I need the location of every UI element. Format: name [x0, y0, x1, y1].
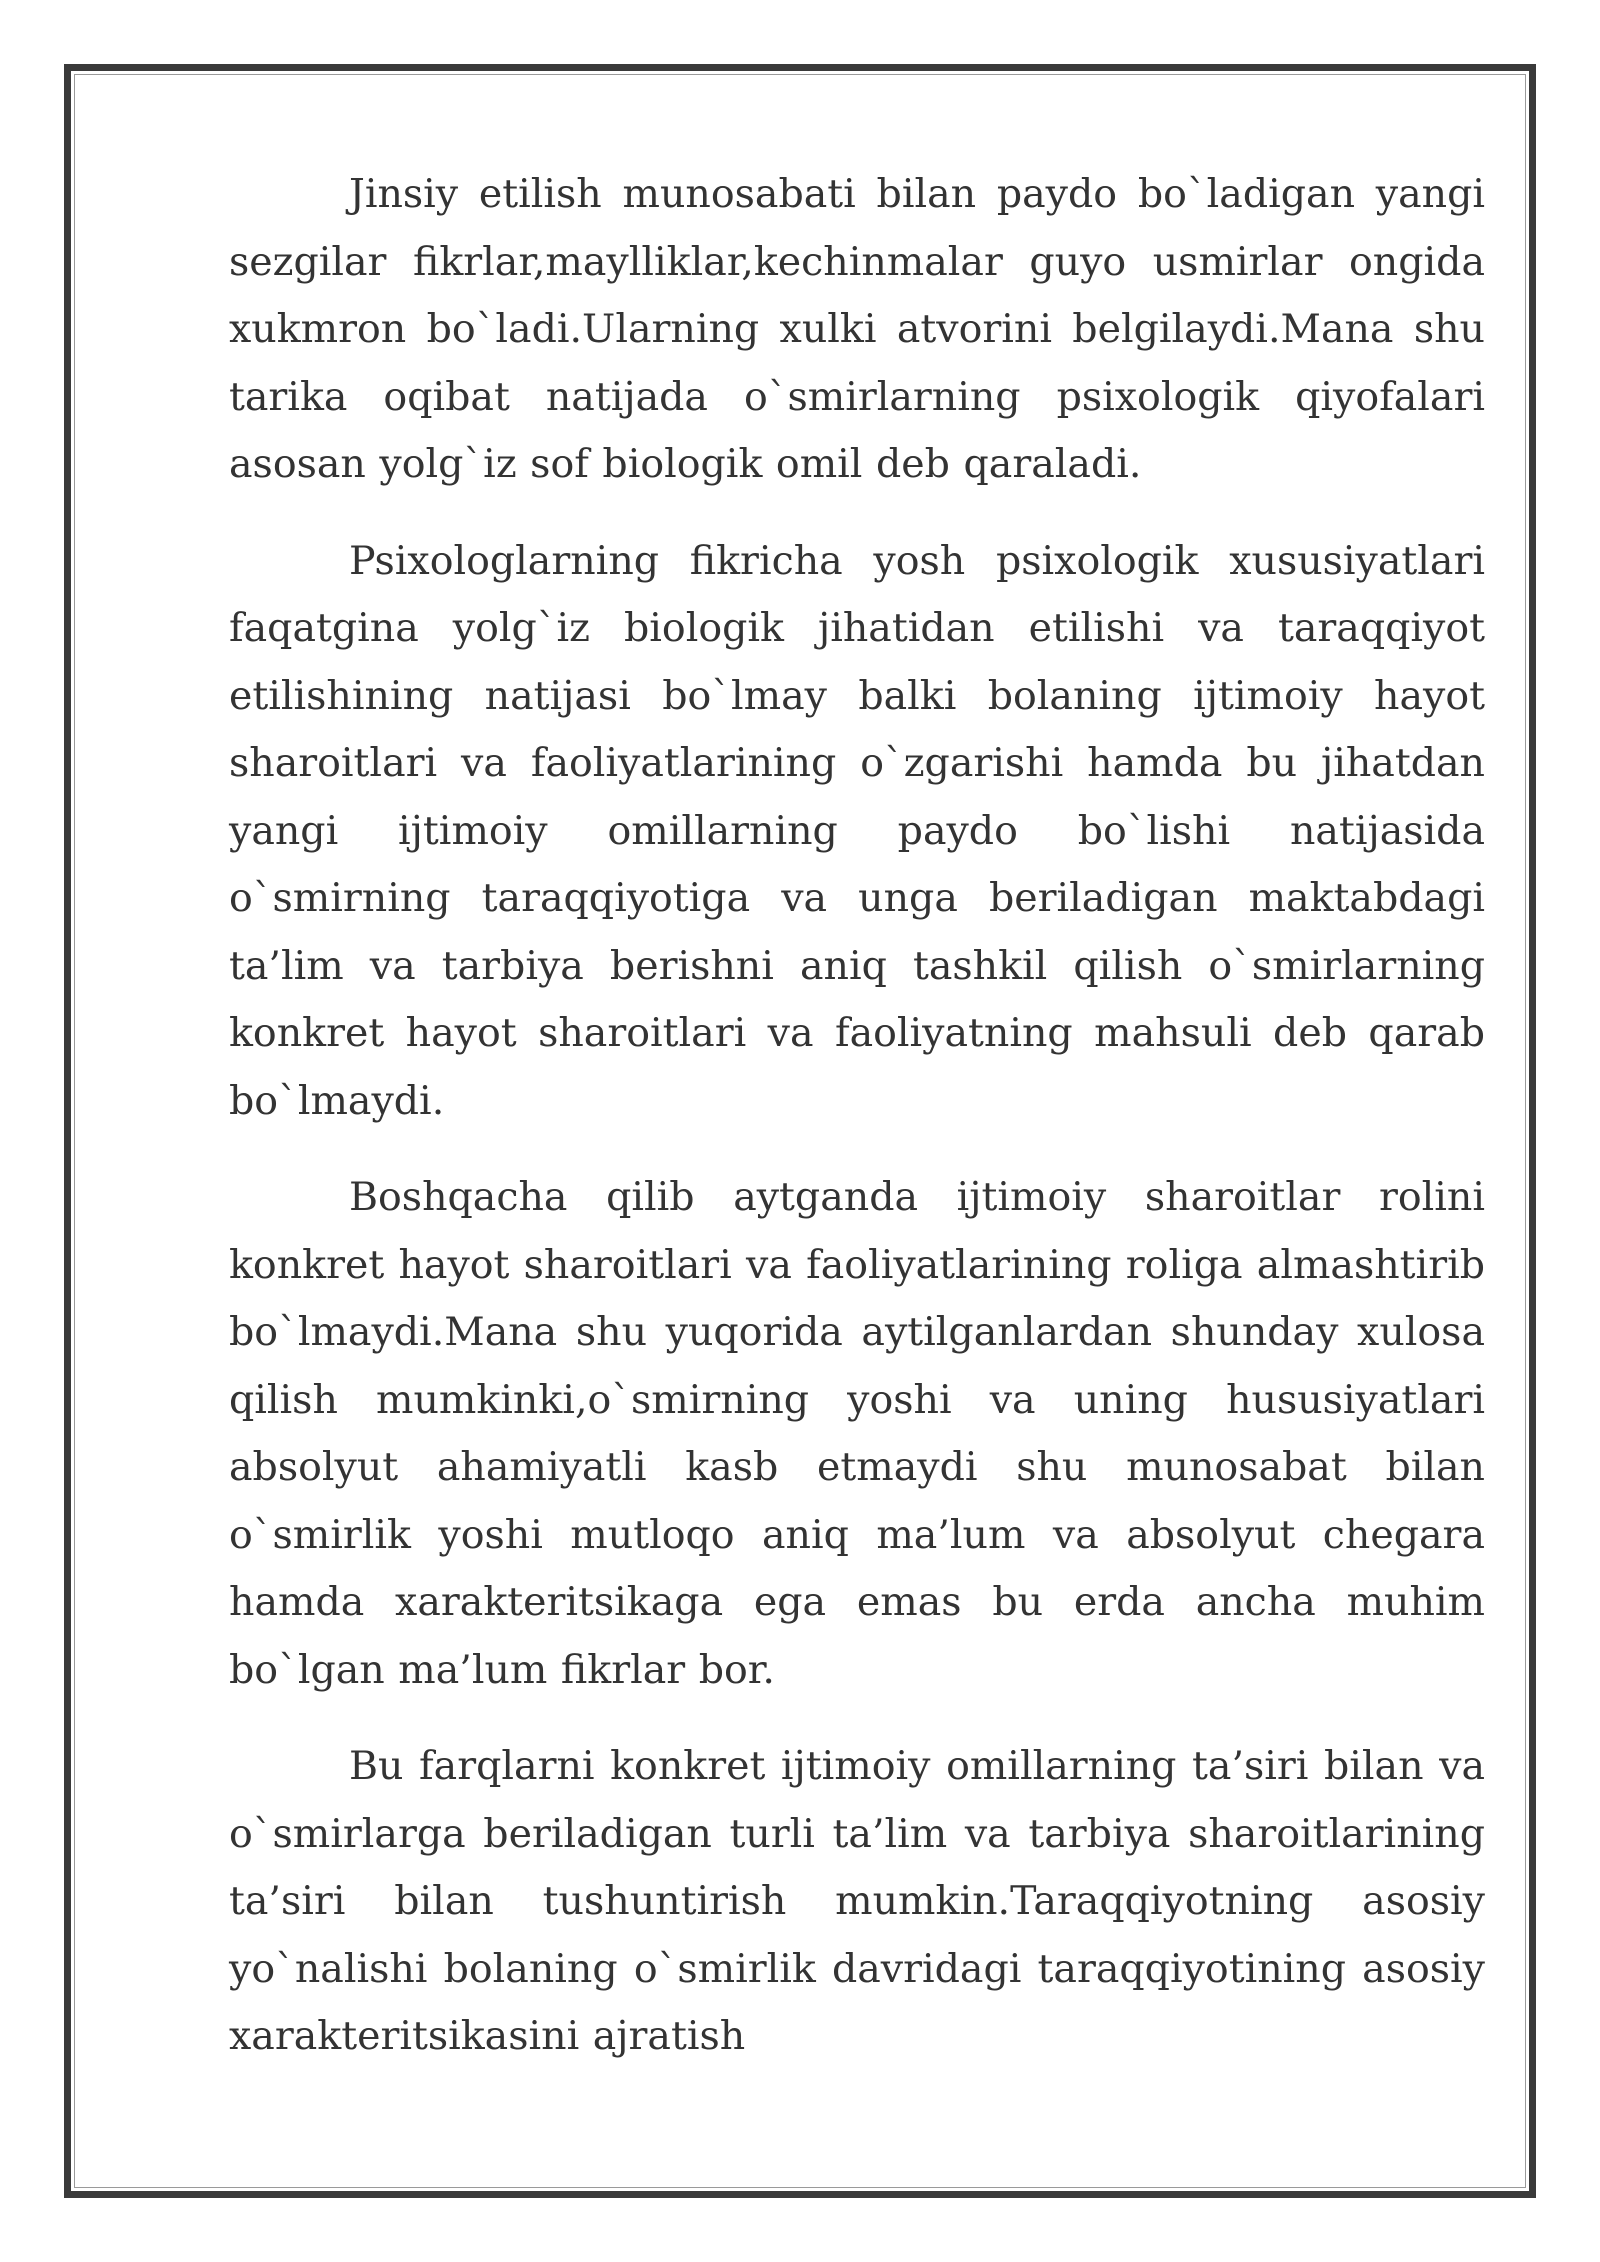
- paragraph-4: Bu farqlarni konkret ijtimoiy omillarning ta’siri bilan va o`smirlarga beriladigan turli ta’lim va tarbiya sharoitlarining ta’siri bilan tushuntirish mumkin.Taraqqiyotning asosiy yo`nalishi bolaning o`smirlik davridagi taraqqiyotining asosiy xarakteritsikasini ajratish: [229, 1743, 1485, 2059]
- document-body: [229, 161, 1485, 2100]
- paragraph-1: Jinsiy etilish munosabati bilan paydo bo`ladigan yangi sezgilar fikrlar,maylliklar,kechinmalar guyo usmirlar ongida xukmron bo`ladi.Ularning xulki atvorini belgilaydi.Mana shu tarika oqibat natijada o`smirlarning psixologik qiyofalari asosan yolg`iz sof biologik omil deb qaraladi.: [229, 171, 1485, 487]
- paragraph-2: Psixologlarning fikricha yosh psixologik xususiyatlari faqatgina yolg`iz biologik jihatidan etilishi va taraqqiyot etilishining natijasi bo`lmay balki bolaning ijtimoiy hayot sharoitlari va faoliyatlarining o`zgarishi hamda bu jihatdan yangi ijtimoiy omillarning paydo bo`lishi natijasida o`smirning taraqqiyotiga va unga beriladigan maktabdagi ta’lim va tarbiya berishni aniq tashkil qilish o`smirlarning konkret hayot sharoitlari va faoliyatning mahsuli deb qarab bo`lmaydi.: [229, 537, 1485, 1124]
- paragraph-3: Boshqacha qilib aytganda ijtimoiy sharoitlar rolini konkret hayot sharoitlari va faoliyatlarining roliga almashtirib bo`lmaydi.Mana shu yuqorida aytilganlardan shunday xulosa qilish mumkinki,o`smirning yoshi va uning hususiyatlari absolyut ahamiyatli kasb etmaydi shu munosabat bilan o`smirlik yoshi mutloqo aniq ma’lum va absolyut chegara hamda xarakteritsikaga ega emas bu erda ancha muhim bo`lgan ma’lum fikrlar bor.: [229, 1174, 1485, 1693]
- page-frame: [64, 64, 1536, 2198]
